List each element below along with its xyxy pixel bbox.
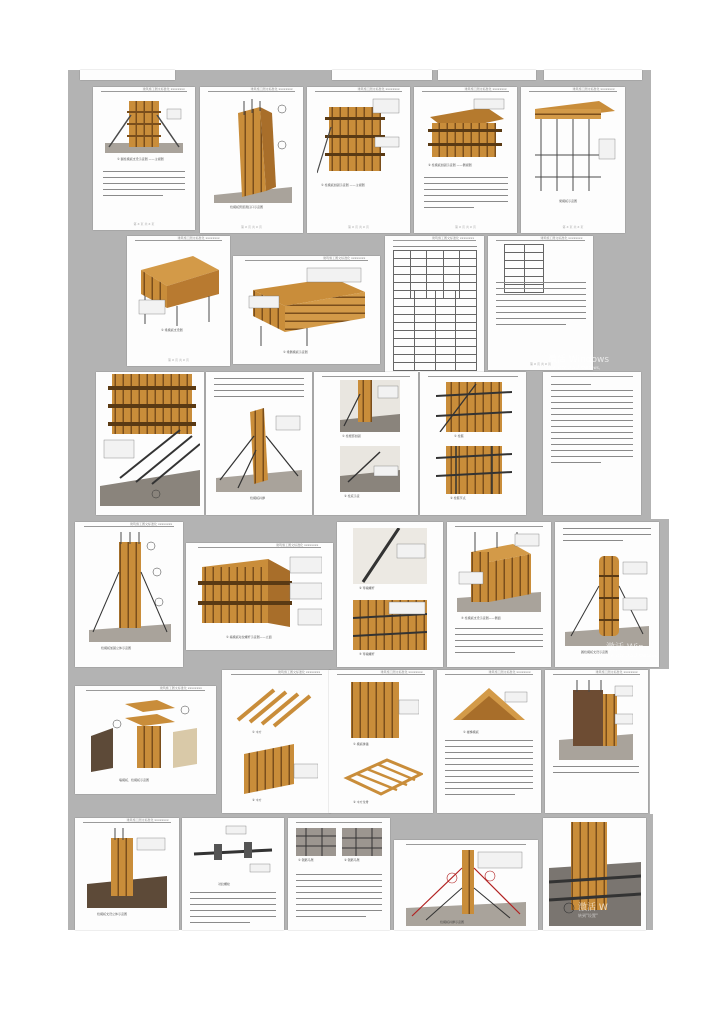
document-page[interactable]	[96, 372, 204, 515]
text-line	[445, 746, 533, 747]
text-line	[445, 776, 533, 777]
figure-caption: ① 墙模板对拉螺杆示意图——立面	[226, 635, 272, 639]
page-header-text: 建筑施工图文标准化 xxxxxxxx	[380, 670, 423, 674]
page-header-line	[208, 91, 295, 92]
page-header-line	[101, 91, 187, 92]
panel-joint-figure	[345, 680, 419, 740]
through-wall-bolt-detail-figure	[353, 600, 427, 650]
page-header-line	[553, 674, 640, 675]
figure-caption: 柱模板斜撑	[250, 496, 266, 500]
page-header-text: 建筑施工图文标准化 xxxxxxxx	[177, 236, 220, 240]
text-line	[424, 177, 508, 178]
page-header-text: 建筑施工图文标准化 xxxxxxxx	[276, 543, 319, 547]
text-line	[190, 916, 276, 917]
figure-caption: ② 穿墙螺杆	[359, 586, 375, 590]
figure-caption: 梁模板示意图	[559, 199, 578, 203]
text-line	[455, 652, 515, 653]
text-line	[496, 324, 566, 325]
text-line	[103, 183, 185, 184]
figure-caption: ④ 柱模板支设示意图——侧面	[461, 616, 501, 620]
text-line	[190, 892, 276, 893]
document-page[interactable]	[127, 236, 230, 366]
text-line	[214, 396, 304, 397]
page-partial	[80, 70, 175, 80]
spec-table	[504, 244, 544, 293]
page-header-text: 建筑施工图文标准化 xxxxxxxx	[277, 670, 321, 674]
text-line	[214, 378, 304, 379]
figure-caption: ② 钢筋马凳	[344, 858, 360, 862]
text-line	[190, 910, 276, 911]
document-page[interactable]	[75, 522, 183, 667]
page-header-text: 建筑施工图文标准化 xxxxxxxx	[572, 87, 615, 91]
text-line	[551, 450, 633, 451]
watermark-subtitle: 转到"设置"以激活 Windows。	[606, 653, 661, 658]
page-header-line	[135, 240, 222, 241]
text-line	[496, 282, 586, 283]
document-page[interactable]	[200, 87, 303, 233]
page-header-line	[445, 674, 532, 675]
figure-caption: ① 柱根部加固	[342, 434, 361, 438]
text-line	[296, 904, 382, 905]
page-footer: 第 X 页 共 X 页	[241, 225, 262, 229]
document-page[interactable]	[337, 522, 443, 667]
text-line	[424, 201, 508, 202]
figure-caption: ② 柱模板加固示意图 ——侧视图	[428, 163, 472, 167]
page-header-text: 建筑施工图文标准化 xxxxxxxx	[464, 87, 507, 91]
figure-caption: ① 梁模板支设图	[161, 328, 183, 332]
text-line	[551, 444, 633, 445]
through-wall-bolt-figure	[353, 528, 427, 584]
text-line	[296, 880, 382, 881]
page-header-line	[322, 376, 409, 377]
text-line	[551, 462, 601, 463]
figure-caption: ① 圆柱模板支设示意图 ——主视图	[117, 157, 164, 161]
page-header-line	[551, 376, 633, 377]
page-header-text: 建筑施工图文标准化 xxxxxxxx	[250, 87, 293, 91]
column-brace-figure	[100, 374, 200, 506]
text-line	[551, 390, 633, 391]
stair-formwork-figure	[449, 680, 529, 728]
column-side-view-figure	[424, 97, 508, 161]
text-line	[296, 898, 382, 899]
activate-windows-watermark	[606, 640, 661, 659]
document-page[interactable]	[93, 87, 195, 230]
text-line	[551, 432, 633, 433]
text-line	[551, 408, 633, 409]
page-header-line	[422, 91, 509, 92]
figure-caption: 柱模板斜撑示意图	[440, 920, 465, 924]
column-3d-figure	[89, 532, 171, 642]
document-page[interactable]	[233, 256, 380, 364]
page-partial	[332, 70, 432, 80]
page-header-text: 建筑施工图文标准化 xxxxxxxx	[595, 670, 638, 674]
watermark-title: 激活 Windows	[548, 355, 610, 365]
text-line	[103, 177, 185, 178]
watermark-title: 激活 W	[578, 903, 608, 913]
text-line	[496, 318, 586, 319]
text-line	[296, 916, 366, 917]
spec-table	[393, 330, 477, 371]
document-page[interactable]	[75, 818, 179, 930]
activate-windows-watermark	[578, 900, 608, 919]
figure-caption: ③ 穿墙螺杆	[359, 652, 375, 656]
text-line	[445, 740, 533, 741]
text-line	[551, 402, 633, 403]
rebar-chair-detail-figure	[342, 828, 382, 856]
text-line	[445, 770, 533, 771]
text-line	[496, 300, 586, 301]
round-column-formwork-figure	[105, 97, 183, 153]
page-header-text: 建筑施工图文标准化 xxxxxxxx	[130, 522, 173, 526]
wall-tie-rod-figure	[198, 553, 322, 631]
text-line	[496, 288, 586, 289]
page-header-text: 建筑施工图文标准化 xxxxxxxx	[357, 87, 400, 91]
text-line	[445, 758, 533, 759]
text-line	[551, 438, 633, 439]
page-footer: 第 X 页 共 X 页	[455, 225, 476, 229]
text-line	[445, 764, 533, 765]
tie-bolt-figure	[192, 824, 274, 880]
document-page[interactable]	[206, 372, 312, 515]
document-page[interactable]	[222, 670, 331, 813]
figure-caption: ① 楼梯模板	[463, 730, 479, 734]
column-cleanout-figure	[214, 99, 292, 203]
page-footer: 第 X 页 共 X 页	[348, 225, 369, 229]
page-header-text: 建筑施工图文标准化 xxxxxxxx	[126, 818, 169, 822]
figure-caption: ① 柱箍	[454, 434, 464, 438]
page-header-line	[83, 822, 170, 823]
page-header-text: 建筑施工图文标准化 xxxxxxxx	[142, 87, 185, 91]
figure-caption: 对拉螺栓	[218, 882, 231, 886]
text-line	[496, 294, 586, 295]
figure-caption: ② 木方	[252, 798, 262, 802]
document-page[interactable]	[394, 840, 538, 930]
activate-windows-watermark	[548, 352, 609, 371]
page-header-text: 建筑施工图文标准化 xxxxxxxx	[323, 256, 366, 260]
page-header-line	[315, 91, 402, 92]
text-line	[424, 195, 508, 196]
rebar-chair-figure	[296, 828, 336, 856]
page-partial	[438, 70, 536, 80]
page-header-line	[496, 240, 584, 241]
document-page[interactable]	[186, 543, 333, 650]
beam-support-figure	[137, 248, 221, 326]
figure-caption: ① 模板拼缝	[353, 742, 369, 746]
figure-caption: ① 钢筋马凳	[298, 858, 314, 862]
beam-side-formwork-figure	[247, 266, 367, 346]
column-3d-setup-figure	[87, 828, 167, 908]
figure-caption: ② 柱底示意	[344, 494, 360, 498]
text-line	[455, 640, 543, 641]
figure-caption: 墙模板、柱模板示意图	[119, 778, 150, 782]
text-line	[553, 766, 639, 767]
document-page[interactable]	[521, 87, 625, 233]
page-header-line	[337, 674, 424, 675]
text-line	[190, 898, 276, 899]
column-diagonal-brace-figure	[216, 406, 302, 492]
text-line	[214, 390, 304, 391]
text-line	[424, 189, 508, 190]
figure-caption: ① 梁侧模板示意图	[283, 350, 308, 354]
wall-corner-figure	[559, 680, 633, 760]
document-page[interactable]	[447, 522, 551, 667]
document-page[interactable]	[288, 818, 390, 930]
page-header-line	[198, 547, 322, 548]
column-formwork-side-figure	[457, 532, 541, 612]
page-footer: 第 X 页 共 X 页	[562, 225, 584, 229]
figure-caption: 柱模板预留清扫口示意图	[230, 205, 264, 209]
text-line	[455, 634, 543, 635]
document-page[interactable]	[543, 372, 641, 515]
figure-caption: ① 柱模板加固示意图 ——主视图	[321, 183, 365, 187]
document-page[interactable]	[75, 686, 216, 794]
page-header-line	[428, 376, 517, 377]
text-line	[551, 456, 633, 457]
document-page[interactable]	[414, 87, 517, 233]
document-page[interactable]	[437, 670, 541, 813]
text-line	[551, 414, 633, 415]
text-line	[190, 904, 276, 905]
document-page[interactable]	[385, 236, 484, 374]
text-line	[190, 922, 250, 923]
document-page[interactable]	[307, 87, 410, 233]
text-line	[563, 528, 651, 529]
column-base-figure	[340, 446, 400, 492]
text-line	[563, 534, 651, 535]
text-line	[496, 306, 586, 307]
page-footer: 第 X 页 共 X 页	[133, 222, 155, 226]
column-root-figure	[340, 380, 400, 432]
document-page[interactable]	[314, 372, 418, 515]
text-line	[445, 752, 533, 753]
page-header-line	[231, 674, 323, 675]
text-line	[445, 788, 533, 789]
document-page[interactable]	[329, 670, 433, 813]
text-line	[445, 782, 533, 783]
timber-panels-figure	[234, 744, 318, 794]
text-line	[455, 646, 543, 647]
column-reinforcement-figure	[317, 97, 401, 179]
document-page[interactable]	[420, 372, 526, 515]
page-footer: 第 X 页 共 X 页	[168, 358, 189, 362]
watermark-subtitle: 转到"设置"以激活 Windows。	[548, 365, 603, 370]
page-header-text: 建筑施工图文标准化 xxxxxxxx	[540, 236, 583, 240]
figure-caption: 柱模板支设立体示意图	[97, 912, 128, 916]
round-column-figure	[565, 546, 649, 646]
text-line	[551, 384, 591, 385]
page-partial	[544, 70, 642, 80]
text-line	[214, 384, 304, 385]
text-line	[296, 886, 382, 887]
text-line	[445, 794, 515, 795]
page-header-line	[84, 526, 175, 527]
page-footer: 第 X 页 共 X 页	[530, 362, 551, 366]
text-line	[103, 171, 185, 172]
page-header-text: 建筑施工图文标准化 xxxxxxxx	[431, 236, 475, 240]
page-header-text: 建筑施工图文标准化 xxxxxxxx	[488, 670, 531, 674]
text-line	[424, 183, 508, 184]
text-line	[103, 189, 185, 190]
page-header-line	[455, 526, 542, 527]
watermark-title: 激活 Win	[606, 643, 644, 653]
wall-column-exploded-figure	[89, 698, 201, 774]
text-line	[103, 195, 163, 196]
figure-caption: 柱模板加固立体示意图	[101, 646, 132, 650]
page-header-line	[86, 690, 204, 691]
timber-frame-figure	[341, 754, 423, 798]
page-header-text: 建筑施工图文标准化 xxxxxxxx	[159, 686, 202, 690]
watermark-subtitle: 转到"设置"	[578, 913, 598, 918]
text-line	[551, 426, 633, 427]
figure-caption: 圆柱模板支设示意图	[581, 650, 609, 654]
text-line	[563, 540, 623, 541]
column-brace-3d-figure	[406, 848, 526, 926]
text-line	[296, 910, 382, 911]
page-header-line	[529, 91, 616, 92]
document-page[interactable]	[488, 236, 593, 370]
text-line	[393, 246, 477, 247]
timber-joists-figure	[234, 684, 318, 728]
text-line	[424, 207, 474, 208]
text-line	[551, 396, 633, 397]
figure-caption: ① 木方	[252, 730, 262, 734]
text-line	[455, 628, 543, 629]
text-line	[496, 312, 586, 313]
text-line	[296, 874, 382, 875]
document-page[interactable]	[545, 670, 648, 813]
text-line	[296, 892, 382, 893]
column-clamp-detail-figure	[436, 446, 512, 494]
page-header-line	[296, 822, 382, 823]
text-line	[551, 420, 633, 421]
page-header-line	[393, 240, 476, 241]
beam-formwork-figure	[529, 99, 617, 195]
figure-caption: ② 柱箍节点	[450, 496, 466, 500]
page-header-line	[406, 844, 527, 845]
document-page[interactable]	[182, 818, 284, 930]
figure-caption: ② 木方龙骨	[353, 800, 369, 804]
text-line	[553, 772, 639, 773]
column-clamp-figure	[436, 382, 512, 432]
page-header-line	[245, 260, 369, 261]
